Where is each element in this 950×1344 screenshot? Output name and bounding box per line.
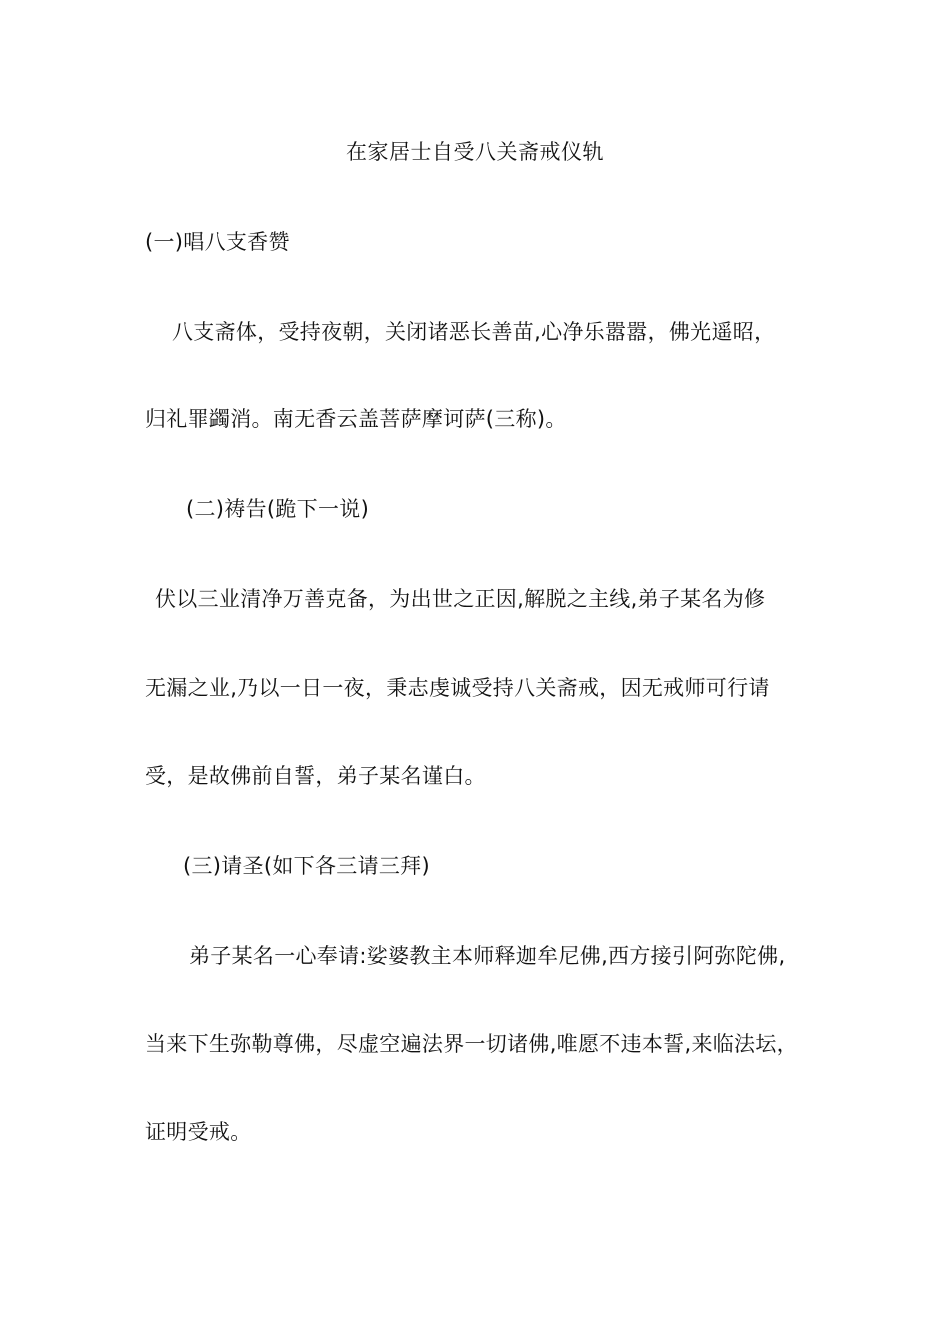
paragraph-line: 证明受戒。 xyxy=(145,1120,252,1144)
section-heading-1: (一)唱八支香赞 xyxy=(145,230,290,254)
paragraph-line: 伏以三业清净万善克备，为出世之正因,解脱之主线,弟子某名为修 xyxy=(155,587,766,611)
section-heading-2: (二)祷告(跪下一说) xyxy=(186,497,370,521)
section-heading-3: (三)请圣(如下各三请三拜) xyxy=(183,854,430,878)
paragraph-line: 八支斋体，受持夜朝，关闭诸恶长善苗,心净乐嚣嚣，佛光遥昭， xyxy=(172,320,776,344)
paragraph-line: 受，是故佛前自誓，弟子某名谨白。 xyxy=(145,764,486,788)
paragraph-line: 归礼罪蠲消。南无香云盖菩萨摩诃萨(三称)。 xyxy=(145,407,567,431)
paragraph-line: 无漏之业,乃以一日一夜，秉志虔诚受持八关斋戒，因无戒师可行请 xyxy=(145,676,770,700)
document-title: 在家居士自受八关斋戒仪轨 xyxy=(346,140,604,164)
paragraph-line: 弟子某名一心奉请:娑婆教主本师释迦牟尼佛,西方接引阿弥陀佛, xyxy=(189,944,786,968)
paragraph-line: 当来下生弥勒尊佛，尽虚空遍法界一切诸佛,唯愿不违本誓,来临法坛， xyxy=(145,1032,798,1056)
